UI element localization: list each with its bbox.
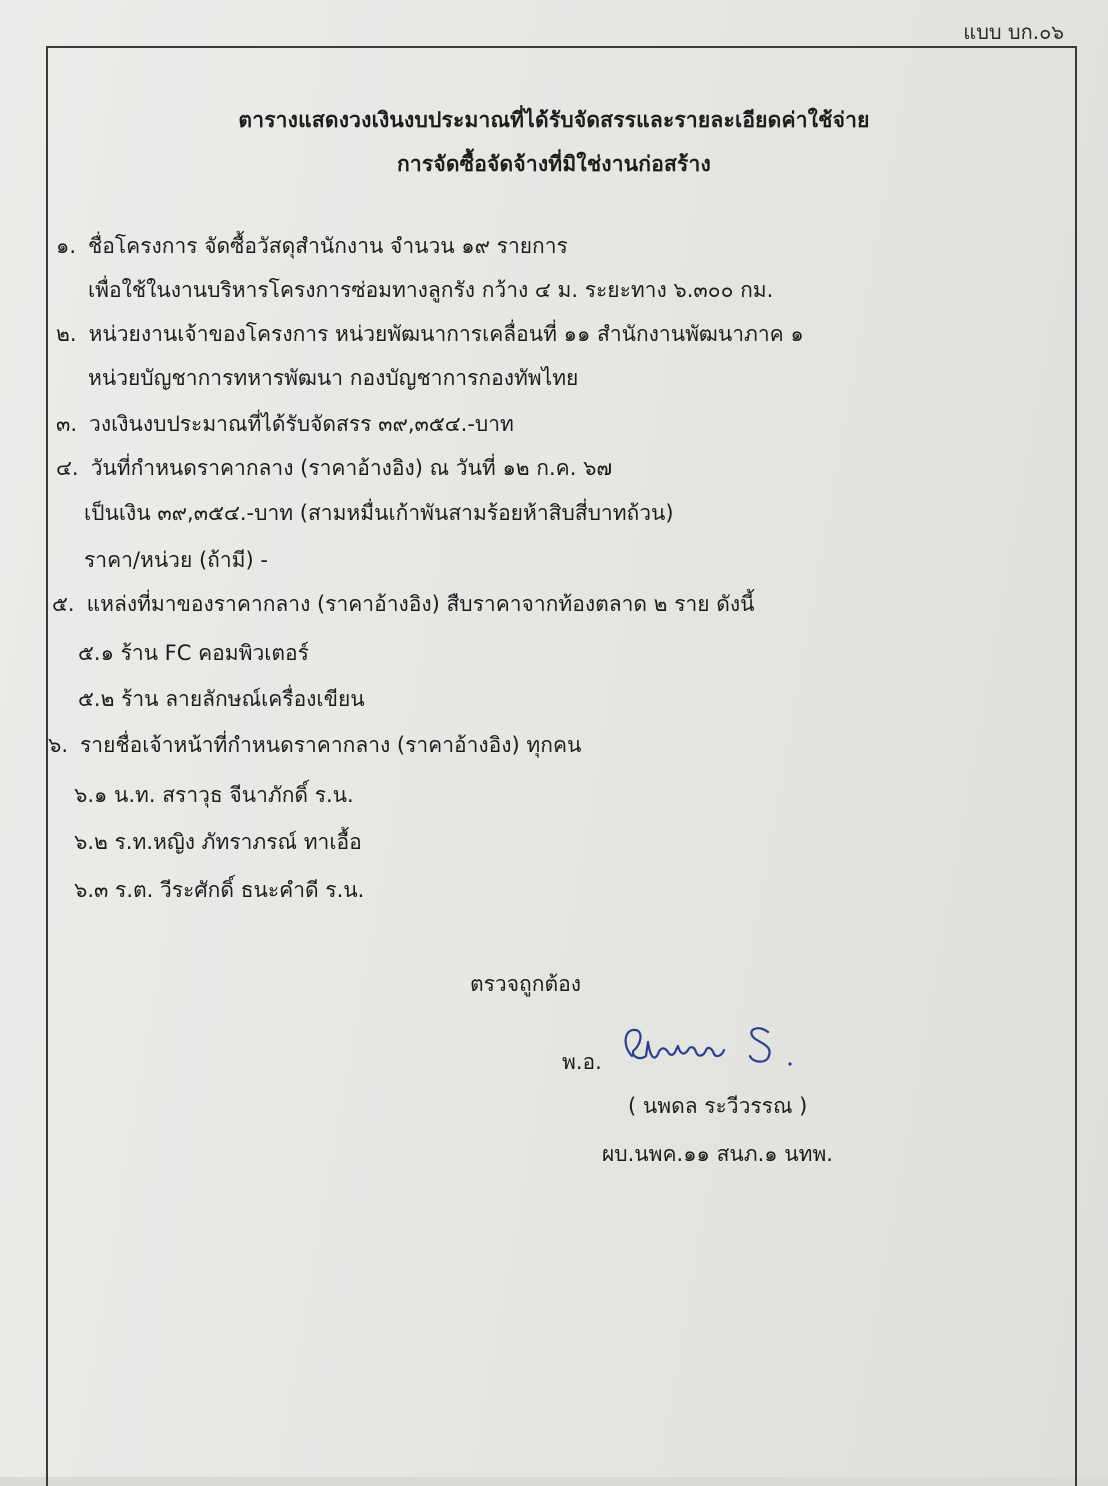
item-4-number: ๔. [56, 456, 79, 480]
item-2-number: ๒. [56, 322, 77, 346]
item-1 [56, 236, 568, 257]
page-frame [46, 46, 1077, 1486]
item-1-text: ชื่อโครงการ จัดซื้อวัสดุสำนักงาน จำนวน ๑๙ รายการ [88, 234, 568, 258]
item-5-source-1: ๕.๑ ร้าน FC คอมพิวเตอร์ [78, 641, 309, 665]
form-code: แบบ บก.๐๖ [963, 20, 1064, 44]
item-5-text: แหล่งที่มาของราคากลาง (ราคาอ้างอิง) สืบราคาจากท้องตลาด ๒ ราย ดังนี้ [86, 592, 755, 616]
item-2-continuation: หน่วยบัญชาการทหารพัฒนา กองบัญชาการกองทัพไทย [88, 366, 579, 390]
item-6-officer-3: ๖.๓ ร.ต. วีระศักดิ์ ธนะคำดี ร.น. [74, 878, 365, 902]
document-title-line-1: ตารางแสดงวงเงินงบประมาณที่ได้รับจัดสรรและรายละเอียดค่าใช้จ่าย [238, 108, 870, 132]
item-4-text: วันที่กำหนดราคากลาง (ราคาอ้างอิง) ณ วันที่ ๑๒ ก.ค. ๖๗ [90, 456, 613, 480]
item-6 [48, 735, 581, 756]
item-1-number: ๑. [56, 234, 77, 258]
item-6-number: ๖. [48, 733, 69, 757]
item-6-officer-2: ๖.๒ ร.ท.หญิง ภัทราภรณ์ ทาเอื้อ [74, 830, 362, 854]
item-4-amount: เป็นเงิน ๓๙,๓๕๔.-บาท (สามหมื่นเก้าพันสามร้อยห้าสิบสี่บาทถ้วน) [84, 501, 674, 525]
item-4-unit-price: ราคา/หน่วย (ถ้ามี) - [84, 548, 268, 572]
item-3-text: วงเงินงบประมาณที่ได้รับจัดสรร ๓๙,๓๕๔.-บาท [89, 412, 514, 436]
signer-rank: พ.อ. [562, 1050, 602, 1074]
signer-name: ( นพดล ระวีวรรณ ) [628, 1094, 808, 1118]
item-6-officer-1: ๖.๑ น.ท. สราวุธ จีนาภักดิ์ ร.น. [74, 783, 354, 807]
item-5 [52, 594, 755, 615]
handwritten-signature [618, 1016, 808, 1080]
item-5-source-2: ๕.๒ ร้าน ลายลักษณ์เครื่องเขียน [78, 687, 365, 711]
document-title-line-2: การจัดซื้อจัดจ้างที่มิใช่งานก่อสร้าง [397, 152, 711, 176]
item-4 [56, 458, 612, 479]
item-3-number: ๓. [56, 412, 78, 436]
signer-position: ผบ.นพค.๑๑ สนภ.๑ นทพ. [602, 1142, 833, 1166]
item-3 [56, 414, 514, 435]
item-2-text: หน่วยงานเจ้าของโครงการ หน่วยพัฒนาการเคลื่อนที่ ๑๑ สำนักงานพัฒนาภาค ๑ [88, 322, 804, 346]
item-1-continuation: เพื่อใช้ในงานบริหารโครงการซ่อมทางลูกรัง กว้าง ๔ ม. ระยะทาง ๖.๓๐๐ กม. [88, 278, 774, 302]
item-6-text: รายชื่อเจ้าหน้าที่กำหนดราคากลาง (ราคาอ้างอิง) ทุกคน [80, 733, 582, 757]
certify-label: ตรวจถูกต้อง [470, 972, 581, 996]
item-2 [56, 324, 804, 345]
item-5-number: ๕. [52, 592, 75, 616]
